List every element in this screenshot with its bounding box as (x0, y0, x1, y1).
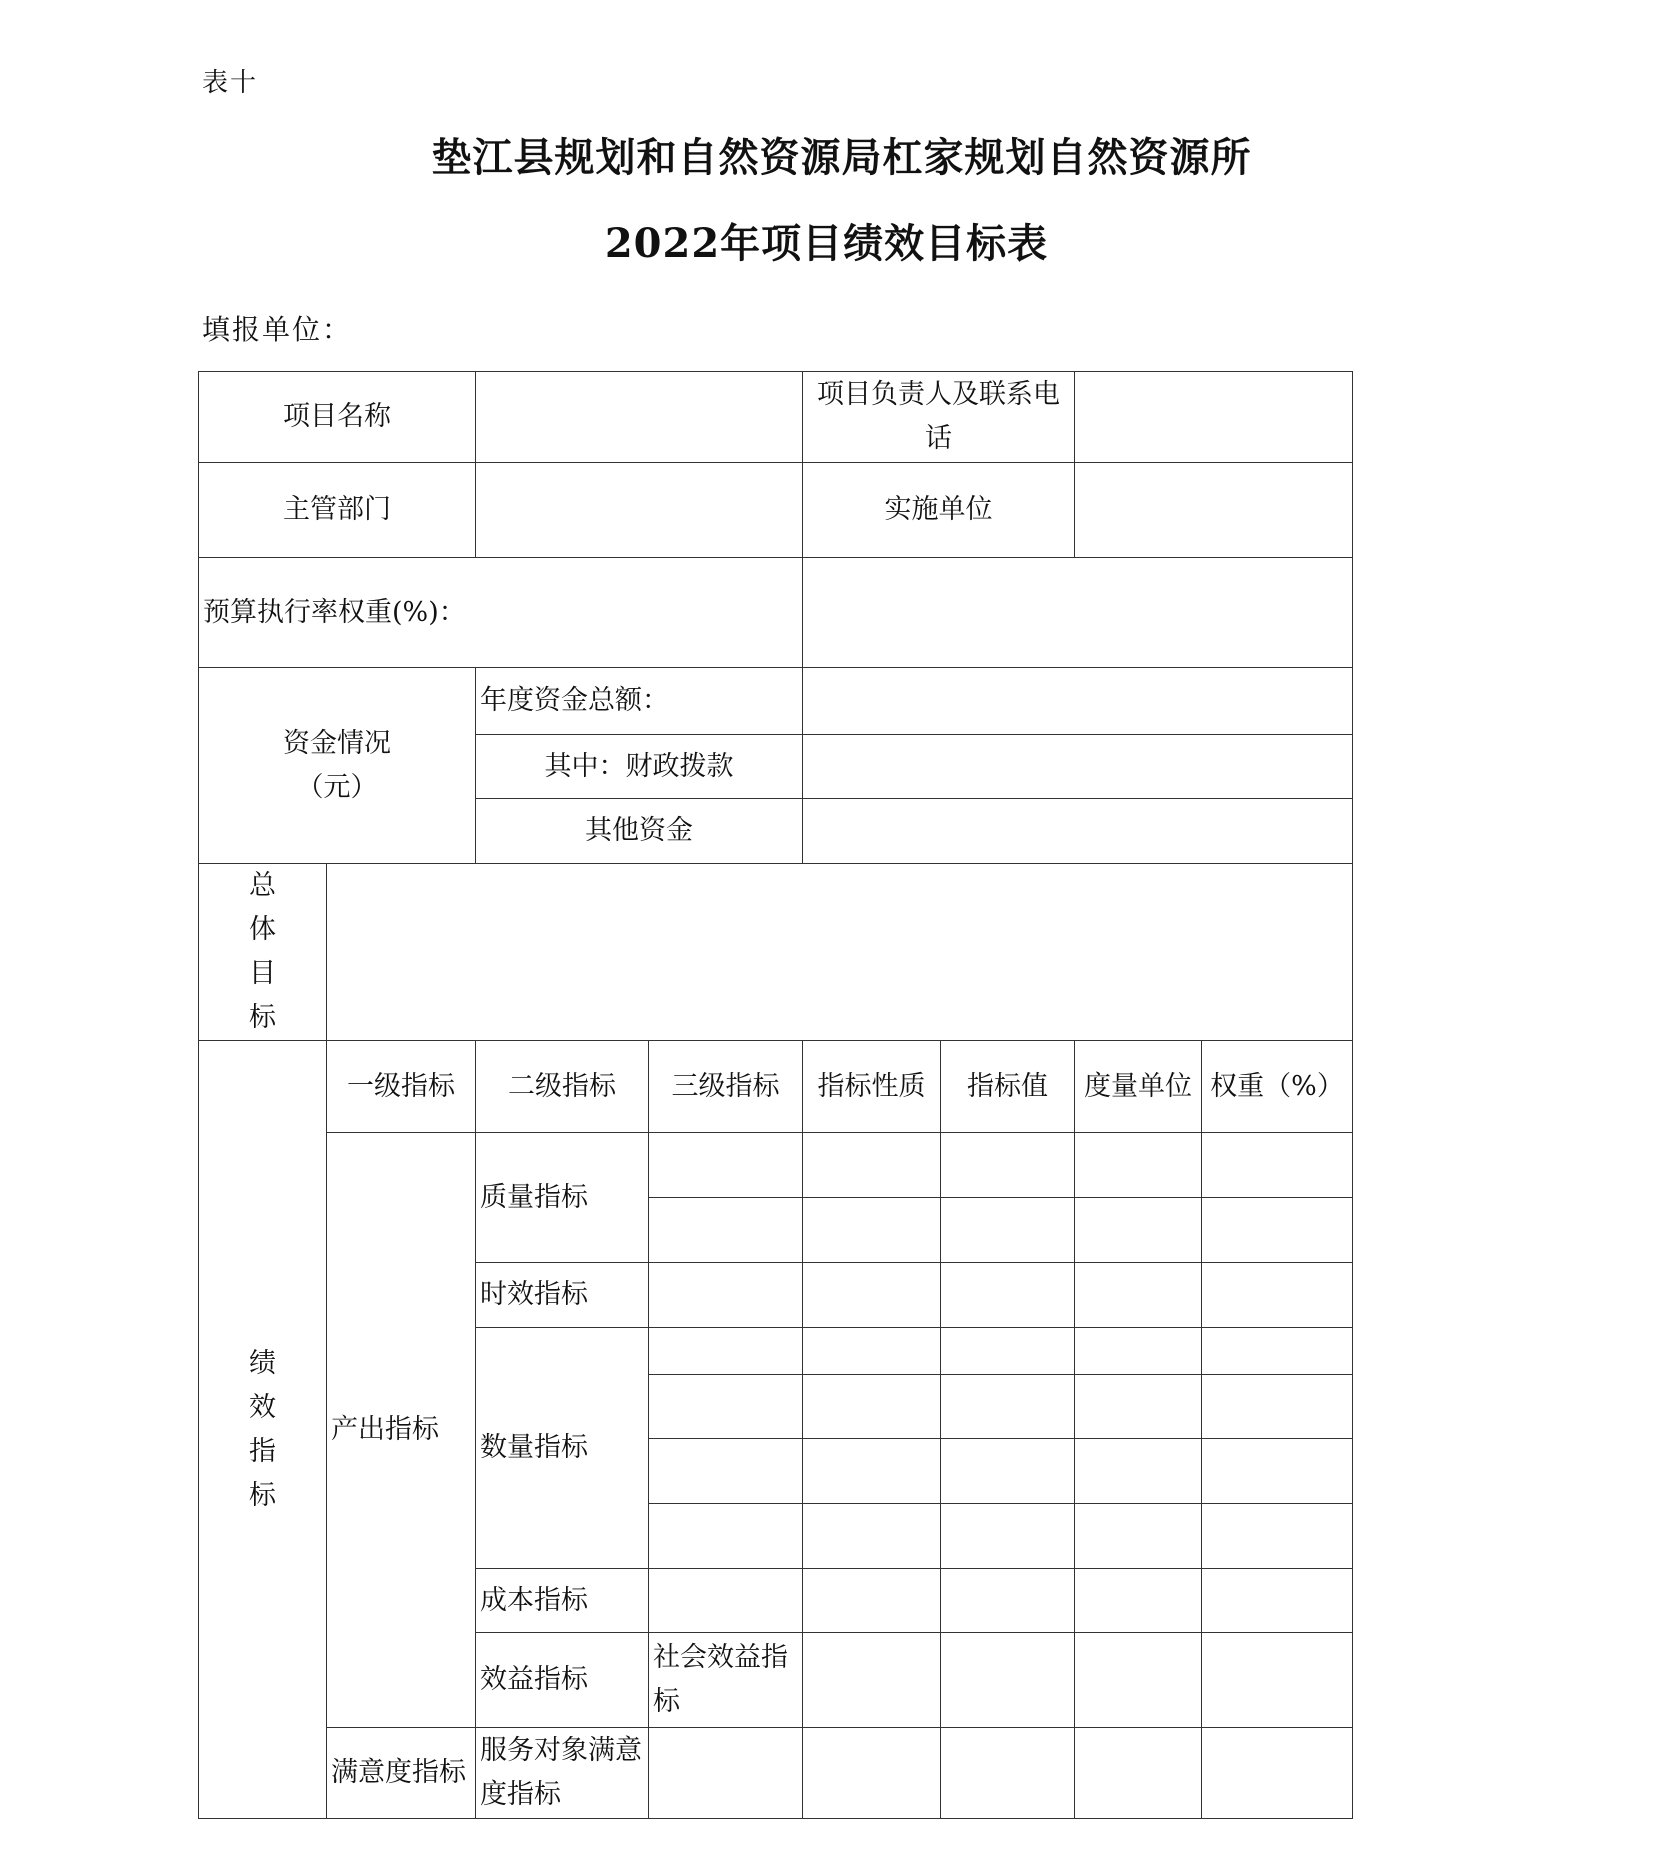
cell-quality-1-nature[interactable] (803, 1133, 941, 1198)
cell-cost-level3[interactable] (649, 1569, 803, 1633)
cell-quantity-3-level3[interactable] (649, 1439, 803, 1504)
cell-quantity-4-level3[interactable] (649, 1504, 803, 1569)
other-funds-label: 其他资金 (476, 799, 803, 864)
cell-quality-1-value[interactable] (941, 1133, 1075, 1198)
cell-quantity-4-unit[interactable] (1075, 1504, 1202, 1569)
cell-quantity-2-weight[interactable] (1202, 1375, 1353, 1439)
cell-quantity-2-unit[interactable] (1075, 1375, 1202, 1439)
indicators-section-label-text: 绩效指标 (249, 1347, 276, 1511)
cell-quantity-3-value[interactable] (941, 1439, 1075, 1504)
header-level2: 二级指标 (476, 1041, 649, 1133)
cell-cost-nature[interactable] (803, 1569, 941, 1633)
dept-value[interactable] (476, 463, 803, 558)
cell-quantity-4-nature[interactable] (803, 1504, 941, 1569)
cell-quantity-1-unit[interactable] (1075, 1328, 1202, 1375)
other-funds-value[interactable] (803, 799, 1353, 864)
table-number: 表十 (202, 68, 259, 98)
cell-service-unit[interactable] (1075, 1728, 1202, 1819)
cell-timeliness-weight[interactable] (1202, 1263, 1353, 1328)
cell-service-nature[interactable] (803, 1728, 941, 1819)
cell-quality-2-level3[interactable] (649, 1198, 803, 1263)
cell-quantity-2-value[interactable] (941, 1375, 1075, 1439)
title-line-1: 垫江县规划和自然资源局杠家规划自然资源所 (431, 134, 1252, 181)
cell-quantity-3-weight[interactable] (1202, 1439, 1353, 1504)
leader-label: 项目负责人及联系电话 (803, 372, 1075, 463)
level1-benefit: 效益指标 (476, 1633, 649, 1728)
cell-quantity-2-nature[interactable] (803, 1375, 941, 1439)
cell-quantity-1-weight[interactable] (1202, 1328, 1353, 1375)
cell-cost-value[interactable] (941, 1569, 1075, 1633)
impl-label: 实施单位 (803, 463, 1075, 558)
cell-social-level3[interactable] (803, 1633, 941, 1728)
cell-social-unit[interactable] (1202, 1633, 1353, 1728)
cell-quantity-2-level3[interactable] (649, 1375, 803, 1439)
cell-quantity-1-value[interactable] (941, 1328, 1075, 1375)
cell-quantity-3-unit[interactable] (1075, 1439, 1202, 1504)
header-weight: 权重（%） (1202, 1041, 1353, 1133)
cell-cost-weight[interactable] (1202, 1569, 1353, 1633)
budget-rate-value[interactable] (803, 558, 1353, 668)
fiscal-label: 其中：财政拨款 (476, 735, 803, 799)
cell-quality-2-nature[interactable] (803, 1198, 941, 1263)
project-name-value[interactable] (476, 372, 803, 463)
level2-service: 服务对象满意度指标 (476, 1728, 649, 1819)
cell-service-level3[interactable] (649, 1728, 803, 1819)
annual-total-label: 年度资金总额： (476, 668, 803, 735)
funds-label (199, 668, 476, 864)
overall-goal-label-text: 总体目标 (249, 870, 276, 1033)
funds-label-text: 资金情况（元） (283, 727, 391, 803)
cell-timeliness-value[interactable] (941, 1263, 1075, 1328)
level2-cost: 成本指标 (476, 1569, 649, 1633)
cell-quality-2-weight[interactable] (1202, 1198, 1353, 1263)
level2-timeliness: 时效指标 (476, 1263, 649, 1328)
title-line-2: 2022年项目绩效目标表 (604, 220, 1049, 267)
header-level1: 一级指标 (327, 1041, 476, 1133)
header-nature: 指标性质 (803, 1041, 941, 1133)
cell-timeliness-nature[interactable] (803, 1263, 941, 1328)
cell-quantity-4-weight[interactable] (1202, 1504, 1353, 1569)
level2-quality: 质量指标 (476, 1133, 649, 1263)
cell-quantity-1-level3[interactable] (649, 1328, 803, 1375)
cell-timeliness-unit[interactable] (1075, 1263, 1202, 1328)
cell-service-weight[interactable] (1202, 1728, 1353, 1819)
cell-timeliness-level3[interactable] (649, 1263, 803, 1328)
cell-quality-1-level3[interactable] (649, 1133, 803, 1198)
header-level3: 三级指标 (649, 1041, 803, 1133)
level2-social: 社会效益指标 (649, 1633, 803, 1728)
cell-cost-unit[interactable] (1075, 1569, 1202, 1633)
project-name-label: 项目名称 (199, 372, 476, 463)
fiscal-value[interactable] (803, 735, 1353, 799)
leader-value[interactable] (1075, 372, 1353, 463)
filler-label: 填报单位： (202, 313, 353, 346)
level2-quantity: 数量指标 (476, 1328, 649, 1569)
annual-total-value[interactable] (803, 668, 1353, 735)
cell-social-value[interactable] (1075, 1633, 1202, 1728)
header-value: 指标值 (941, 1041, 1075, 1133)
dept-label: 主管部门 (199, 463, 476, 558)
performance-target-table (198, 371, 1353, 1819)
cell-quantity-4-value[interactable] (941, 1504, 1075, 1569)
impl-value[interactable] (1075, 463, 1353, 558)
cell-quality-1-weight[interactable] (1202, 1133, 1353, 1198)
cell-quantity-3-nature[interactable] (803, 1439, 941, 1504)
budget-rate-label: 预算执行率权重(%)： (199, 558, 803, 668)
level1-output: 产出指标 (327, 1133, 476, 1728)
indicators-section-label (199, 1041, 327, 1819)
overall-goal-value[interactable] (327, 864, 1353, 1041)
overall-goal-label (199, 864, 327, 1041)
cell-quality-2-value[interactable] (941, 1198, 1075, 1263)
cell-quality-1-unit[interactable] (1075, 1133, 1202, 1198)
level1-satisfaction: 满意度指标 (327, 1728, 476, 1819)
cell-quality-2-unit[interactable] (1075, 1198, 1202, 1263)
cell-quantity-1-nature[interactable] (803, 1328, 941, 1375)
header-unit: 度量单位 (1075, 1041, 1202, 1133)
cell-social-nature[interactable] (941, 1633, 1075, 1728)
cell-service-value[interactable] (941, 1728, 1075, 1819)
